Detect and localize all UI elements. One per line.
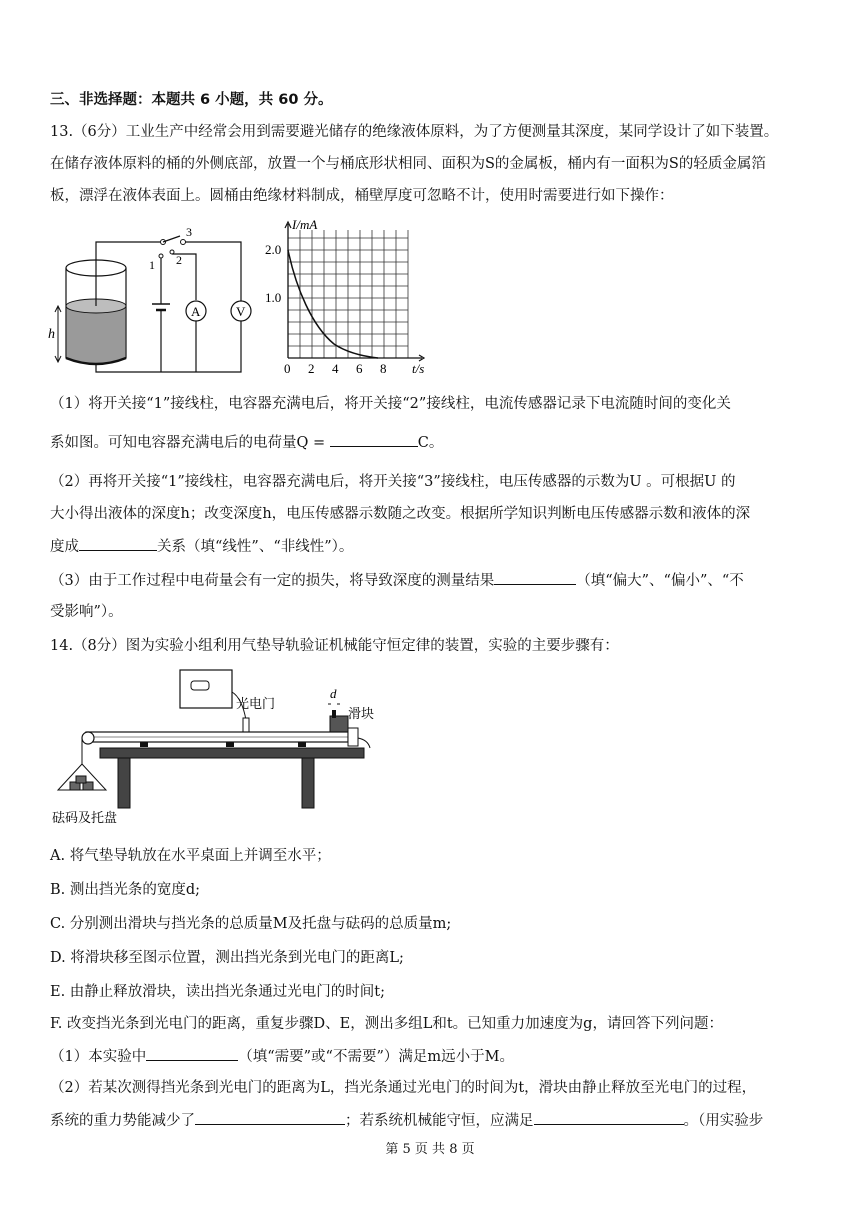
label-d: d xyxy=(330,686,337,701)
voltmeter-label: V xyxy=(236,304,246,319)
ammeter-label: A xyxy=(191,304,201,319)
label-weights: 砝码及托盘 xyxy=(52,810,118,825)
label-3: 3 xyxy=(186,225,192,239)
q14-part1 xyxy=(50,1046,820,1067)
q14-step-b: B. 测出挡光条的宽度d; xyxy=(50,882,201,898)
q13-part3-answer-blank[interactable] xyxy=(494,570,576,585)
q13-part2-text-2: 关系（填“线性”、“非线性”）。 xyxy=(157,539,354,555)
q14-part2-line-2 xyxy=(50,1110,820,1131)
label-1: 1 xyxy=(149,258,155,272)
q14-step-f: F. 改变挡光条到光电门的距离，重复步骤D、E，测出多组L和t。已知重力加速度为g，请回答下列问题： xyxy=(50,1016,723,1032)
q14-intro: 14.（8分）图为实验小组利用气垫导轨验证机械能守恒定律的装置，实验的主要步骤有： xyxy=(50,638,619,654)
y-tick: 1.0 xyxy=(265,290,282,305)
x-tick: 0 xyxy=(284,361,291,376)
x-tick: 4 xyxy=(332,361,339,376)
q14-part2-answer-blank-2[interactable] xyxy=(534,1110,684,1125)
q13-current-time-graph xyxy=(262,218,442,378)
q14-step-a: A. 将气垫导轨放在水平桌面上并调至水平； xyxy=(50,848,331,864)
label-slider: 滑块 xyxy=(348,706,375,721)
q14-step-e: E. 由静止释放滑块，读出挡光条通过光电门的时间t; xyxy=(50,984,386,1000)
q13-part3-text-2: （填“偏大”、“偏小”、“不 xyxy=(576,573,744,589)
photogate-icon xyxy=(243,718,249,732)
q14-part1-text: （1）本实验中 xyxy=(50,1049,147,1065)
q13-part1-unit: C。 xyxy=(417,435,444,451)
label-2: 2 xyxy=(176,253,182,267)
page-footer: 第 5 页 共 8 页 xyxy=(385,1142,475,1157)
q14-part2-line-1: （2）若某次测得挡光条到光电门的距离为L，挡光条通过光电门的时间为t，滑块由静止释放至光电门的过程， xyxy=(50,1080,757,1096)
q13-part2-line-1: （2）再将开关接“1”接线柱，电容器充满电后，将开关接“3”接线柱，电压传感器的示数为U 。可根据U 的 xyxy=(50,474,736,490)
q13-part1-line-2 xyxy=(50,432,820,453)
x-axis-label: t/s xyxy=(412,361,425,376)
y-axis-label: I/mA xyxy=(292,218,318,232)
q13-part1-line-1: （1）将开关接“1”接线柱，电容器充满电后，将开关接“2”接线柱，电流传感器记录下电流随时间的变化关 xyxy=(50,396,731,412)
q14-part2-text-3: 。（用实验步 xyxy=(683,1113,764,1129)
q13-part1-answer-blank[interactable] xyxy=(330,432,418,447)
q13-part2-answer-blank[interactable] xyxy=(79,536,157,551)
table-top xyxy=(100,748,364,758)
q14-part2-text: 系统的重力势能减少了 xyxy=(50,1113,195,1129)
slider-icon xyxy=(330,716,348,732)
q13-part3-text: （3）由于工作过程中电荷量会有一定的损失，将导致深度的测量结果 xyxy=(50,573,495,589)
graph-grid xyxy=(288,230,408,358)
q13-intro-line-3: 板，漂浮在液体表面上。圆桶由绝缘材料制成，桶壁厚度可忽略不计，使用时需要进行如下操作： xyxy=(50,188,674,204)
q13-part2-line-3 xyxy=(50,536,820,557)
q14-part2-answer-blank-1[interactable] xyxy=(195,1110,345,1125)
q13-part2-line-2: 大小得出液体的深度h；改变深度h，电压传感器示数随之改变。根据所学知识判断电压传感器示数和液体的深 xyxy=(50,506,751,522)
current-decay-curve xyxy=(288,250,378,358)
q14-part1-text-2: （填“需要”或“不需要”）满足m远小于M。 xyxy=(238,1049,514,1065)
pulley-icon xyxy=(82,732,94,744)
q14-part1-answer-blank[interactable] xyxy=(146,1046,238,1061)
label-h: h xyxy=(48,327,55,342)
q13-intro-line-1: 13.（6分）工业生产中经常会用到需要避光储存的绝缘液体原料，为了方便测量其深度，某同学设计了如下装置。 xyxy=(50,124,779,140)
q13-part3-line-1 xyxy=(50,570,820,591)
x-tick: 6 xyxy=(356,361,363,376)
q14-air-track-diagram xyxy=(48,668,388,828)
q13-part2-text: 度成 xyxy=(50,539,79,555)
q14-part2-text-2: ；若系统机械能守恒，应满足 xyxy=(345,1113,534,1129)
x-tick: 8 xyxy=(380,361,387,376)
q14-step-d: D. 将滑块移至图示位置，测出挡光条到光电门的距离L; xyxy=(50,950,404,966)
x-tick: 2 xyxy=(308,361,315,376)
q13-part1-text: 系如图。可知电容器充满电后的电荷量Q = xyxy=(50,435,326,451)
q13-intro-line-2: 在储存液体原料的桶的外侧底部，放置一个与桶底形状相同、面积为S的金属板，桶内有一面积为S的轻质金属箔 xyxy=(50,156,766,172)
y-tick: 2.0 xyxy=(265,242,282,257)
q13-part3-line-2: 受影响”）。 xyxy=(50,604,123,620)
q14-step-c: C. 分别测出滑块与挡光条的总质量M及托盘与砝码的总质量m; xyxy=(50,916,452,932)
label-photogate: 光电门 xyxy=(236,696,276,711)
q13-circuit-diagram xyxy=(48,222,258,384)
section-heading: 三、非选择题：本题共 6 小题，共 60 分。 xyxy=(50,92,333,108)
